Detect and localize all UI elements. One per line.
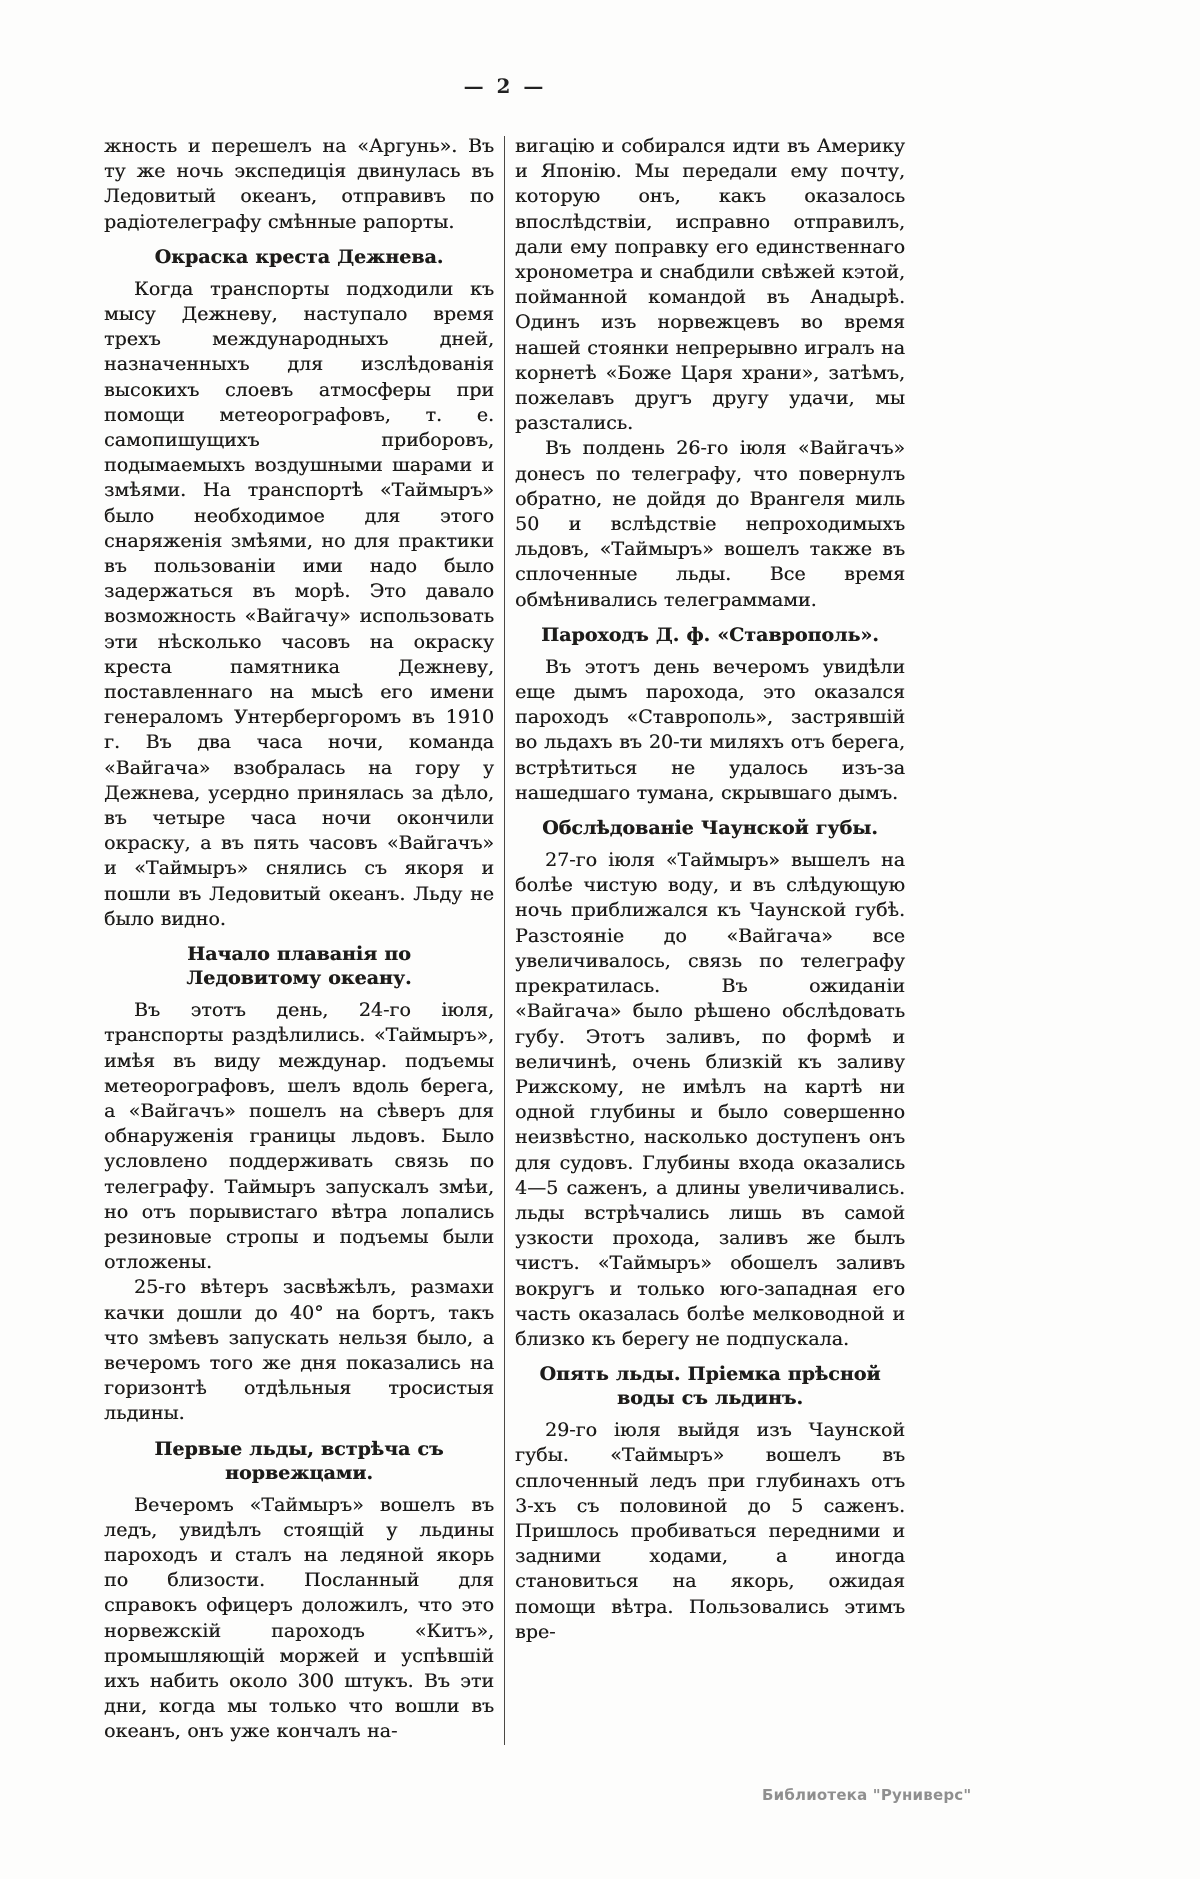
library-watermark: Библиотека "Руниверс" — [762, 1786, 972, 1804]
paragraph: 27-го іюля «Таймыръ» вышелъ на болѣе чистую воду, и въ слѣдующую ночь приближался къ Чаунской губѣ. Разстояніе до «Вайгача» все увеличивалось, связь по телеграфу прекратилась. Въ ожиданіи «Вайгача» было рѣшено обслѣдовать губу. Этотъ заливъ, по формѣ и величинѣ, очень близкій къ заливу Рижскому, не имѣлъ на картѣ ни одной глубины и было совершенно неизвѣстно, насколько доступенъ онъ для судовъ. Глубины входа оказались 4—5 саженъ, а длины увеличивались. льды встрѣчались лишь въ самой узкости прохода, заливъ же былъ чистъ. «Таймыръ» обошелъ заливъ вокругъ и только юго-западная его часть оказалась болѣе мелководной и близко къ берегу не подпускала. — [515, 849, 905, 1350]
paragraph: 25-го вѣтеръ засвѣжѣлъ, размахи качки дошли до 40° на бортъ, такъ что змѣевъ запускать нельзя было, а вечеромъ того же дня показались на горизонтѣ отдѣльныя тросистыя льдины. — [104, 1276, 494, 1425]
column-rule — [504, 136, 505, 1745]
paragraph: 29-го іюля выйдя изъ Чаунской губы. «Таймыръ» вошелъ въ сплоченный ледъ при глубинахъ отъ 3-хъ съ половиной до 5 саженъ. Пришлось пробиваться передними и задними ходами, а иногда становиться на якорь, ожидая помощи вѣтра. Пользовались этимъ вре- — [515, 1419, 905, 1643]
section-heading: Пароходъ Д. ф. «Ставрополь». — [541, 623, 879, 646]
section-heading: Первые льды, встрѣча съ норвежцами. — [154, 1437, 444, 1484]
section-heading: Опять льды. Пріемка прѣсной воды съ льдинъ. — [539, 1363, 881, 1410]
paragraph: Когда транспорты подходили къ мысу Дежневу, наступало время трехъ международныхъ дней, назначенныхъ для изслѣдованія высокихъ слоевъ атмосферы при помощи метеорографовъ, т. е. самопишущихъ приборовъ, подымаемыхъ воздушными шарами и змѣями. На транспортѣ «Таймыръ» было необходимое для этого снаряженія змѣями, но для практики въ пользованіи ими надо было задержаться въ морѣ. Это давало возможность «Вайгачу» использовать эти нѣсколько часовъ на окраску креста памятника Дежневу, поставленнаго на мысѣ его имени генераломъ Унтербергоромъ въ 1910 г. Въ два часа ночи, команда «Вайгача» взобралась на гору у Дежнева, усердно принялась за дѣло, въ четыре часа ночи окончили окраску, а въ пять часовъ «Вайгачъ» и «Таймыръ» снялись съ якоря и пошли въ Ледовитый океанъ. Льду не было видно. — [104, 277, 494, 930]
page-number: — 2 — — [463, 74, 547, 98]
paragraph: Вечеромъ «Таймыръ» вошелъ въ ледъ, увидѣлъ стоящій у льдины пароходъ и сталъ на ледяной якорь по близости. Посланный для справокъ офицеръ доложилъ, что это норвежскій пароходъ «Китъ», промышляющій моржей и успѣвшій ихъ набить около 300 штукъ. Въ эти дни, когда мы только что вошли въ океанъ, онъ уже кончалъ на- — [104, 1493, 494, 1743]
paragraph: Въ полдень 26-го іюля «Вайгачъ» донесъ по телеграфу, что повернулъ обратно, не дойдя до Врангеля миль 50 и вслѣдствіе непроходимыхъ льдовъ, «Таймыръ» вошелъ также въ сплоченные льды. Все время обмѣнивались телеграммами. — [515, 437, 905, 611]
two-column-text — [104, 134, 906, 1745]
section-heading: Окраска креста Дежнева. — [154, 245, 444, 268]
paragraph: жность и перешелъ на «Аргунь». Въ ту же ночь экспедиція двинулась въ Ледовитый океанъ, отправивъ по радіотелеграфу смѣнные рапорты. — [104, 135, 494, 233]
section-heading: Начало плаванія по Ледовитому океану. — [186, 943, 412, 990]
left-column — [104, 134, 494, 1745]
paragraph: вигацію и собирался идти въ Америку и Японію. Мы передали ему почту, которую онъ, какъ оказалось впослѣдствіи, исправно отправилъ, дали ему поправку его единственнаго хронометра и снабдили свѣжей кэтой, пойманной командой въ Анадырѣ. Одинъ изъ норвежцевъ во время нашей стоянки непрерывно игралъ на корнетѣ «Боже Царя храни», затѣмъ, пожелавъ другъ другу удачи, мы разстались. — [515, 135, 905, 435]
paragraph: Въ этотъ день, 24-го іюля, транспорты раздѣлились. «Таймыръ», имѣя въ виду междунар. подъемы метеорографовъ, шелъ вдоль берега, а «Вайгачъ» пошелъ на сѣверъ для обнаруженія границы льдовъ. Было условлено поддерживать связь по телеграфу. Таймыръ запускалъ змѣи, но отъ порывистаго вѣтра лопались резиновые стропы и подъемы были отложены. — [104, 999, 494, 1274]
paragraph: Въ этотъ день вечеромъ увидѣли еще дымъ парохода, это оказался пароходъ «Ставрополь», застрявшій во льдахъ въ 20-ти миляхъ отъ берега, встрѣтиться не удалось изъ-за нашедшаго тумана, скрывшаго дымъ. — [515, 655, 905, 804]
right-column — [515, 134, 905, 1745]
section-heading: Обслѣдованіе Чаунской губы. — [542, 817, 878, 840]
